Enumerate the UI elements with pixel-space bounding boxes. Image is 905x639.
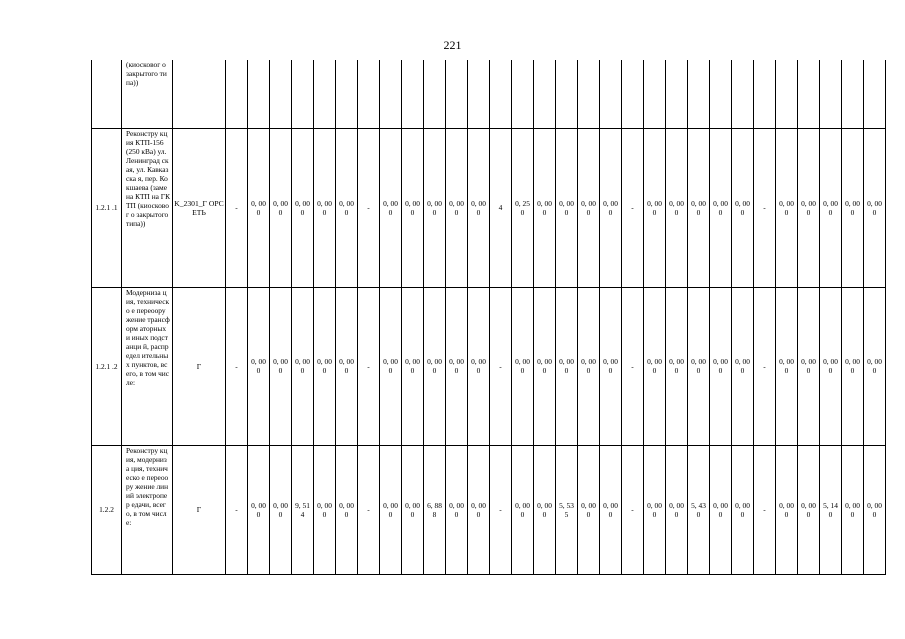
row-description-cell: Модерниза ция, техническо е переоору жение трансформ аторных и иных подстанци й, распредел ительных пунктов, всего, в том числе: (122, 287, 173, 445)
value-cell: 5, 14 0 (820, 445, 842, 574)
value-cell: - (754, 445, 776, 574)
value-cell: 0, 00 0 (292, 128, 314, 287)
value-cell (270, 60, 292, 128)
value-cell: 0, 00 0 (578, 128, 600, 287)
row-code-cell: K_2301_Г ОРСЕТЬ (173, 128, 226, 287)
value-cell: 0, 00 0 (776, 445, 798, 574)
table-row (92, 287, 886, 445)
row-description-cell: Реконстру кция, модерниза ция, техническо е переоору жение линий электропер едачи, всего, в том числе: (122, 445, 173, 574)
value-cell: 0, 00 0 (666, 287, 688, 445)
value-cell: 0, 00 0 (688, 287, 710, 445)
row-id-cell: 1.2.2 (92, 445, 122, 574)
value-cell: 5, 43 0 (688, 445, 710, 574)
value-cell (798, 60, 820, 128)
row-code-cell: Г (173, 445, 226, 574)
value-cell: 0, 00 0 (336, 287, 358, 445)
value-cell: 0, 00 0 (776, 287, 798, 445)
value-cell (820, 60, 842, 128)
value-cell: 0, 00 0 (512, 287, 534, 445)
value-cell: 0, 00 0 (732, 287, 754, 445)
value-cell: 0, 00 0 (710, 128, 732, 287)
row-code-cell (173, 60, 226, 128)
data-table (91, 60, 886, 575)
value-cell (754, 60, 776, 128)
row-description-cell: (киосковог о закрытого типа)) (122, 60, 173, 128)
value-cell: 0, 00 0 (578, 287, 600, 445)
value-cell (490, 60, 512, 128)
value-cell: 0, 00 0 (446, 287, 468, 445)
value-cell: 0, 00 0 (600, 128, 622, 287)
value-cell: 0, 25 0 (512, 128, 534, 287)
value-cell: 0, 00 0 (402, 445, 424, 574)
value-cell: 6, 88 8 (424, 445, 446, 574)
value-cell (248, 60, 270, 128)
value-cell (468, 60, 490, 128)
value-cell: 0, 00 0 (710, 287, 732, 445)
value-cell: - (358, 128, 380, 287)
value-cell (292, 60, 314, 128)
value-cell: 0, 00 0 (468, 128, 490, 287)
value-cell: 5, 53 5 (556, 445, 578, 574)
value-cell: 0, 00 0 (292, 287, 314, 445)
value-cell: - (226, 287, 248, 445)
value-cell (512, 60, 534, 128)
page-number: 221 (443, 38, 462, 52)
value-cell: 0, 00 0 (336, 128, 358, 287)
value-cell: 0, 00 0 (666, 128, 688, 287)
value-cell: 0, 00 0 (732, 445, 754, 574)
value-cell (402, 60, 424, 128)
value-cell: 0, 00 0 (468, 445, 490, 574)
value-cell (622, 60, 644, 128)
value-cell (446, 60, 468, 128)
value-cell (732, 60, 754, 128)
value-cell: 0, 00 0 (556, 287, 578, 445)
value-cell (380, 60, 402, 128)
value-cell: - (226, 128, 248, 287)
value-cell: 0, 00 0 (380, 287, 402, 445)
value-cell (688, 60, 710, 128)
value-cell: 0, 00 0 (468, 287, 490, 445)
value-cell: 0, 00 0 (820, 287, 842, 445)
value-cell: 0, 00 0 (578, 445, 600, 574)
value-cell: 0, 00 0 (380, 445, 402, 574)
value-cell: - (358, 445, 380, 574)
value-cell: 0, 00 0 (248, 128, 270, 287)
value-cell: 0, 00 0 (798, 287, 820, 445)
value-cell: 0, 00 0 (798, 128, 820, 287)
value-cell: - (754, 287, 776, 445)
value-cell: 0, 00 0 (314, 445, 336, 574)
value-cell: - (358, 287, 380, 445)
value-cell (534, 60, 556, 128)
value-cell: 0, 00 0 (864, 128, 886, 287)
value-cell: 0, 00 0 (600, 445, 622, 574)
value-cell: 0, 00 0 (248, 445, 270, 574)
value-cell: 0, 00 0 (424, 128, 446, 287)
value-cell: 0, 00 0 (644, 128, 666, 287)
value-cell: 0, 00 0 (402, 128, 424, 287)
row-code-cell: Г (173, 287, 226, 445)
row-description-cell: Реконстру кция КТП-156 (250 кВа) ул. Ленинград ская, ул. Кавказска я, пер. Кокшаева (замена КТП на ГКТП (киосковог о закрытого типа)) (122, 128, 173, 287)
value-cell (358, 60, 380, 128)
value-cell (864, 60, 886, 128)
value-cell (710, 60, 732, 128)
value-cell: - (622, 445, 644, 574)
table-row (92, 60, 886, 128)
value-cell: 0, 00 0 (380, 128, 402, 287)
value-cell: - (490, 287, 512, 445)
row-id-cell: 1.2.1 .2 (92, 287, 122, 445)
value-cell: 0, 00 0 (820, 128, 842, 287)
value-cell: 0, 00 0 (732, 128, 754, 287)
value-cell: 0, 00 0 (314, 128, 336, 287)
value-cell: 0, 00 0 (710, 445, 732, 574)
value-cell: 0, 00 0 (534, 445, 556, 574)
value-cell: 0, 00 0 (534, 287, 556, 445)
value-cell: 0, 00 0 (314, 287, 336, 445)
value-cell (424, 60, 446, 128)
value-cell: 4 (490, 128, 512, 287)
value-cell: 0, 00 0 (864, 287, 886, 445)
row-id-cell: 1.2.1 .1 (92, 128, 122, 287)
value-cell: 0, 00 0 (776, 128, 798, 287)
value-cell: 0, 00 0 (644, 445, 666, 574)
value-cell: 0, 00 0 (446, 445, 468, 574)
value-cell (600, 60, 622, 128)
value-cell: 0, 00 0 (864, 445, 886, 574)
value-cell: 0, 00 0 (248, 287, 270, 445)
value-cell: 0, 00 0 (424, 287, 446, 445)
table-row (92, 128, 886, 287)
value-cell: 0, 00 0 (534, 128, 556, 287)
value-cell (644, 60, 666, 128)
value-cell: 0, 00 0 (842, 287, 864, 445)
value-cell: 0, 00 0 (556, 128, 578, 287)
value-cell: 0, 00 0 (666, 445, 688, 574)
value-cell: 0, 00 0 (446, 128, 468, 287)
value-cell: 0, 00 0 (270, 287, 292, 445)
value-cell: 9, 51 4 (292, 445, 314, 574)
value-cell (776, 60, 798, 128)
value-cell: 0, 00 0 (402, 287, 424, 445)
value-cell (556, 60, 578, 128)
value-cell: 0, 00 0 (600, 287, 622, 445)
value-cell (314, 60, 336, 128)
table-row (92, 445, 886, 574)
value-cell (336, 60, 358, 128)
row-id-cell (92, 60, 122, 128)
value-cell: - (490, 445, 512, 574)
value-cell: - (622, 128, 644, 287)
value-cell: 0, 00 0 (270, 445, 292, 574)
value-cell (842, 60, 864, 128)
value-cell: 0, 00 0 (798, 445, 820, 574)
value-cell: 0, 00 0 (644, 287, 666, 445)
value-cell (226, 60, 248, 128)
value-cell: - (754, 128, 776, 287)
value-cell: 0, 00 0 (336, 445, 358, 574)
value-cell: 0, 00 0 (688, 128, 710, 287)
value-cell: 0, 00 0 (842, 128, 864, 287)
value-cell: 0, 00 0 (270, 128, 292, 287)
value-cell: 0, 00 0 (512, 445, 534, 574)
value-cell (666, 60, 688, 128)
value-cell: 0, 00 0 (842, 445, 864, 574)
value-cell: - (226, 445, 248, 574)
value-cell: - (622, 287, 644, 445)
value-cell (578, 60, 600, 128)
